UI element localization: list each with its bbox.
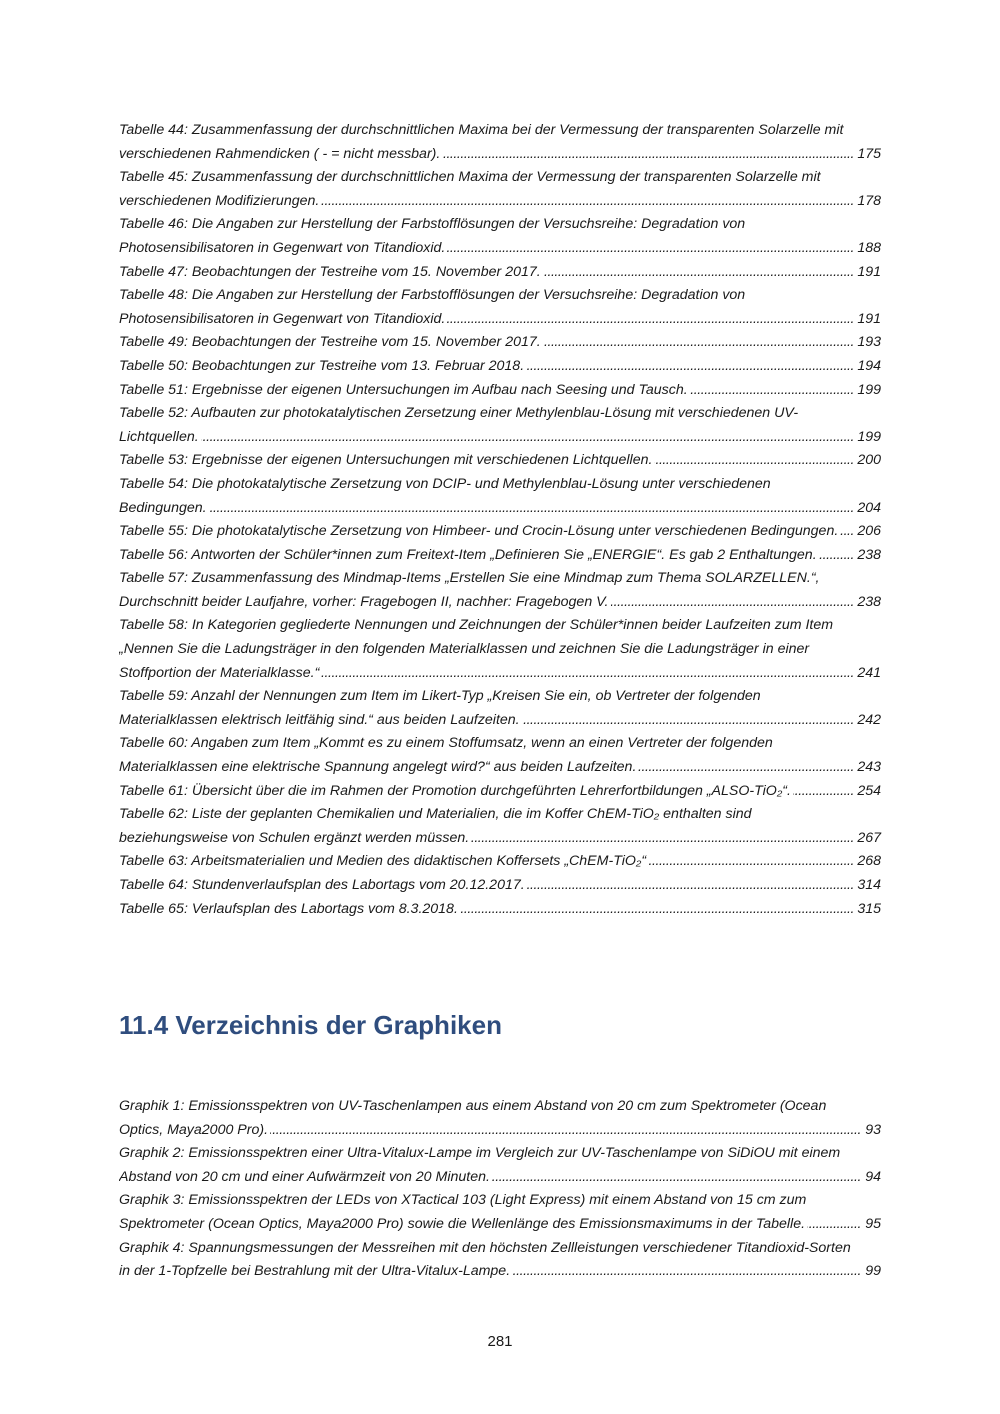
table-entry-page-number: 315 [857, 900, 881, 917]
table-entry-title: Tabelle 56: Antworten der Schüler*innen zum Freitext-Item „Definieren Sie „ENERGIE“. Es gab 2 Enthaltungen. . . . [119, 544, 853, 568]
table-entry-page-number: 191 [857, 310, 881, 327]
table-entry-page-number: 175 [857, 145, 881, 162]
table-entry-page-number: 268 [857, 853, 881, 870]
table-entry-page-number: 241 [857, 664, 881, 681]
table-entry-title: Tabelle 60: Angaben zum Item „Kommt es zu einem Stoffumsatz, wenn an einen Vertreter der folgenden Materialklassen eine elektrische Spannung angelegt wird?“ aus beiden Laufzeiten. . . . [119, 732, 853, 779]
table-entry[interactable] [119, 473, 881, 520]
table-entry[interactable] [119, 284, 881, 331]
table-entry-title: Tabelle 46: Die Angaben zur Herstellung der Farbstofflösungen der Versuchsreihe: Degradation von Photosensibilisatoren in Gegenwart von Titandioxid. . . . [119, 213, 853, 260]
table-entry-page-number: 314 [857, 877, 881, 893]
table-entry[interactable] [119, 331, 881, 355]
table-entry[interactable] [119, 898, 881, 922]
table-entry-title: Tabelle 45: Zusammenfassung der durchschnittlichen Maxima der Vermessung der transparenten Solarzelle mit verschiedenen Modifizierungen. . . . [119, 166, 853, 213]
table-entry-page-number: 204 [857, 499, 881, 516]
table-entry-page-number: 206 [857, 523, 881, 540]
table-entry-page-number: 199 [857, 381, 881, 398]
table-entry-page-number: 200 [857, 452, 881, 469]
table-entry-page-number: 199 [857, 428, 881, 445]
table-entry[interactable] [119, 379, 881, 403]
table-entry[interactable] [119, 874, 881, 898]
figure-entry-page-number: 99 [865, 1263, 881, 1280]
table-entry[interactable] [119, 119, 881, 166]
table-entry-title: Tabelle 48: Die Angaben zur Herstellung der Farbstofflösungen der Versuchsreihe: Degradation von Photosensibilisatoren in Gegenwart von Titandioxid. . . . [119, 284, 853, 331]
table-entry-title: Tabelle 58: In Kategorien gegliederte Nennungen und Zeichnungen der Schüler*innen beider Laufzeiten zum Item „Nennen Sie die Ladungsträger in den folgenden Materialklassen und zeichnen Sie die Ladungsträger in einer Stoffportion der Materialklasse.“ . . . [119, 614, 853, 685]
figure-entry[interactable] [119, 1095, 881, 1142]
table-entry[interactable] [119, 685, 881, 732]
figure-entry[interactable] [119, 1142, 881, 1189]
table-entry-page-number: 243 [857, 759, 881, 776]
table-entry[interactable] [119, 213, 881, 260]
figure-entry[interactable] [119, 1189, 881, 1236]
table-entry[interactable] [119, 261, 881, 285]
page-number: 281 [487, 1333, 513, 1350]
table-entry-title: Tabelle 59: Anzahl der Nennungen zum Item im Likert-Typ „Kreisen Sie ein, ob Vertreter der folgenden Materialklassen elektrisch leitfähig sind.“ aus beiden Laufzeiten. . . . [119, 685, 853, 732]
table-entry-title: Tabelle 53: Ergebnisse der eigenen Untersuchungen mit verschiedenen Lichtquellen. . . . [119, 449, 853, 473]
table-entry-title: Tabelle 65: Verlaufsplan des Labortags vom 8.3.2018. . . . [119, 898, 853, 922]
table-entry-title: Tabelle 49: Beobachtungen der Testreihe vom 15. November 2017. . . . [119, 331, 853, 355]
figure-entry-page-number: 95 [865, 1215, 881, 1232]
section-heading: 11.4 Verzeichnis der Graphiken [119, 1010, 502, 1040]
table-entry-page-number: 178 [857, 192, 881, 209]
table-entry-title: Tabelle 64: Stundenverlaufsplan des Labortags vom 20.12.2017. . . . [119, 874, 853, 898]
figure-entry-title: Graphik 4: Spannungsmessungen der Messreihen mit den höchsten Zellleistungen verschiedener Titandioxid-Sorten in der 1-Topfzelle bei Bestrahlung mit der Ultra-Vitalux-Lampe. . . . [119, 1237, 861, 1284]
table-entry-page-number: 194 [857, 357, 881, 374]
figure-entry-page-number: 93 [865, 1121, 881, 1138]
figure-entry-title: Graphik 1: Emissionsspektren von UV-Taschenlampen aus einem Abstand von 20 cm zum Spektrometer (Ocean Optics, Maya2000 Pro). . . . [119, 1095, 861, 1142]
table-entry-title: Tabelle 61: Übersicht über die im Rahmen der Promotion durchgeführten Lehrerfortbildungen „ALSO-TiO₂“. . . . [119, 780, 853, 804]
table-entry[interactable] [119, 355, 881, 379]
table-entry-page-number: 191 [857, 263, 881, 280]
table-entry[interactable] [119, 402, 881, 449]
figure-list [119, 1095, 881, 1284]
table-entry[interactable] [119, 803, 881, 850]
table-list [119, 119, 881, 921]
figure-entry-title: Graphik 3: Emissionsspektren der LEDs von XTactical 103 (Light Express) mit einem Abstand von 15 cm zum Spektrometer (Ocean Optics, Maya2000 Pro) sowie die Wellenlänge des Emissionsmaximums in der Tabelle. . . . [119, 1189, 861, 1236]
figure-entry-title: Graphik 2: Emissionsspektren einer Ultra-Vitalux-Lampe im Vergleich zur UV-Taschenlampe von SiDiOU mit einem Abstand von 20 cm und einer Aufwärmzeit von 20 Minuten. . . . [119, 1142, 861, 1189]
table-entry-page-number: 254 [857, 782, 881, 799]
table-entry-title: Tabelle 51: Ergebnisse der eigenen Untersuchungen im Aufbau nach Seesing und Tausch. . . . [119, 379, 853, 403]
table-entry-title: Tabelle 47: Beobachtungen der Testreihe vom 15. November 2017. . . . [119, 261, 853, 285]
table-entry[interactable] [119, 780, 881, 804]
table-entry-title: Tabelle 62: Liste der geplanten Chemikalien und Materialien, die im Koffer ChEM-TiO₂ enthalten sind beziehungsweise von Schulen ergänzt werden müssen. . . . [119, 803, 853, 850]
table-entry-title: Tabelle 57: Zusammenfassung des Mindmap-Items „Erstellen Sie eine Mindmap zum Thema SOLARZELLEN.“, Durchschnitt beider Laufjahre, vorher: Fragebogen II, nachher: Fragebogen V. . . . [119, 567, 853, 614]
table-entry-page-number: 188 [857, 239, 881, 256]
table-entry-page-number: 193 [857, 334, 881, 351]
table-entry-title: Tabelle 63: Arbeitsmaterialien und Medien des didaktischen Koffersets „ChEM-TiO₂“ . . . [119, 850, 853, 874]
table-entry[interactable] [119, 520, 881, 544]
table-entry-page-number: 242 [857, 711, 881, 728]
table-entry[interactable] [119, 614, 881, 685]
table-entry-title: Tabelle 50: Beobachtungen zur Testreihe vom 13. Februar 2018. . . . [119, 355, 853, 379]
table-entry-page-number: 238 [857, 593, 881, 610]
figure-entry-page-number: 94 [865, 1168, 881, 1185]
table-entry[interactable] [119, 449, 881, 473]
table-entry[interactable] [119, 544, 881, 568]
table-entry-page-number: 267 [857, 829, 881, 846]
table-entry[interactable] [119, 567, 881, 614]
table-entry-title: Tabelle 54: Die photokatalytische Zersetzung von DCIP- und Methylenblau-Lösung unter verschiedenen Bedingungen. . . . [119, 473, 853, 520]
figure-entry[interactable] [119, 1237, 881, 1284]
table-entry[interactable] [119, 166, 881, 213]
table-entry-title: Tabelle 52: Aufbauten zur photokatalytischen Zersetzung einer Methylenblau-Lösung mit verschiedenen UV-Lichtquellen. . . . [119, 402, 853, 449]
table-entry-title: Tabelle 55: Die photokatalytische Zersetzung von Himbeer- und Crocin-Lösung unter verschiedenen Bedingungen. . . . [119, 520, 853, 544]
table-entry-page-number: 238 [857, 546, 881, 563]
table-entry-title: Tabelle 44: Zusammenfassung der durchschnittlichen Maxima bei der Vermessung der transparenten Solarzelle mit verschiedenen Rahmendicken ( - = nicht messbar). . . . [119, 119, 853, 166]
table-entry[interactable] [119, 850, 881, 874]
table-entry[interactable] [119, 732, 881, 779]
